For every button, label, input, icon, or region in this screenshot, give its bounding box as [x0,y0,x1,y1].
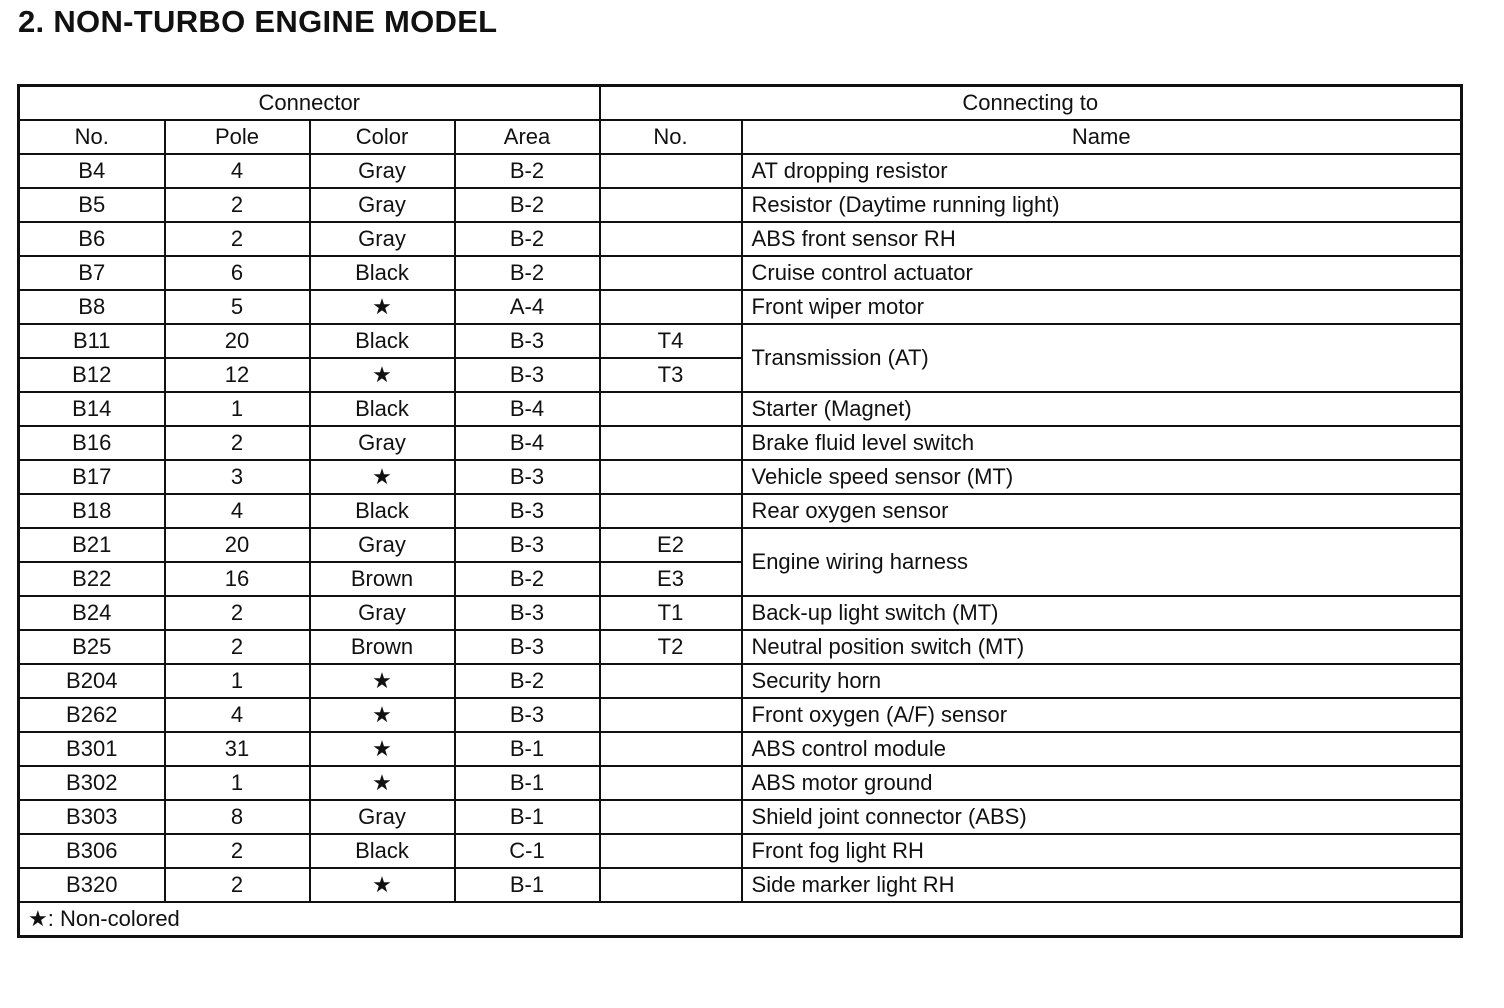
cell-to-no [600,460,742,494]
cell-to-no: T4 [600,324,742,358]
cell-area: B-2 [455,664,600,698]
connecting-to-group-header: Connecting to [600,86,1462,121]
cell-area: C-1 [455,834,600,868]
cell-color: Gray [310,426,455,460]
column-header-area: Area [455,120,600,154]
cell-to-no [600,222,742,256]
cell-pole: 6 [165,256,310,290]
cell-no: B12 [19,358,165,392]
table-row [19,834,1462,868]
cell-area: B-2 [455,562,600,596]
cell-pole: 1 [165,766,310,800]
cell-to-no: E2 [600,528,742,562]
cell-no: B14 [19,392,165,426]
cell-area: B-4 [455,392,600,426]
cell-name: ABS front sensor RH [742,222,1462,256]
cell-area: B-4 [455,426,600,460]
cell-area: B-3 [455,698,600,732]
cell-no: B16 [19,426,165,460]
cell-name: Front wiper motor [742,290,1462,324]
cell-to-no [600,392,742,426]
column-header-no: No. [19,120,165,154]
cell-color: Black [310,256,455,290]
table-row [19,460,1462,494]
cell-area: A-4 [455,290,600,324]
cell-no: B18 [19,494,165,528]
cell-to-no: T2 [600,630,742,664]
cell-no: B17 [19,460,165,494]
table-row [19,766,1462,800]
cell-color: Black [310,834,455,868]
page-title: 2. NON-TURBO ENGINE MODEL [18,4,498,39]
cell-name: Side marker light RH [742,868,1462,902]
cell-pole: 8 [165,800,310,834]
table-row [19,426,1462,460]
cell-color: ★ [310,766,455,800]
column-header-row [19,120,1462,154]
table-row [19,154,1462,188]
cell-to-no [600,800,742,834]
table-row [19,698,1462,732]
cell-name: ABS control module [742,732,1462,766]
cell-color: Brown [310,562,455,596]
cell-area: B-2 [455,188,600,222]
cell-pole: 3 [165,460,310,494]
cell-no: B204 [19,664,165,698]
cell-name: Shield joint connector (ABS) [742,800,1462,834]
cell-name: Brake fluid level switch [742,426,1462,460]
cell-name: AT dropping resistor [742,154,1462,188]
cell-name: ABS motor ground [742,766,1462,800]
column-header-color: Color [310,120,455,154]
cell-area: B-3 [455,358,600,392]
cell-pole: 2 [165,868,310,902]
group-header-row [19,86,1462,121]
column-header-to-no: No. [600,120,742,154]
cell-no: B11 [19,324,165,358]
cell-pole: 1 [165,392,310,426]
cell-no: B7 [19,256,165,290]
footnote-row [19,902,1462,937]
cell-no: B303 [19,800,165,834]
cell-pole: 20 [165,528,310,562]
cell-name: Rear oxygen sensor [742,494,1462,528]
cell-to-no [600,494,742,528]
cell-no: B21 [19,528,165,562]
table-row [19,732,1462,766]
cell-name: Transmission (AT) [742,324,1462,392]
cell-no: B25 [19,630,165,664]
cell-pole: 4 [165,698,310,732]
table-row [19,868,1462,902]
cell-to-no: T1 [600,596,742,630]
cell-name: Security horn [742,664,1462,698]
cell-name: Back-up light switch (MT) [742,596,1462,630]
cell-no: B306 [19,834,165,868]
cell-no: B22 [19,562,165,596]
cell-area: B-1 [455,800,600,834]
connector-group-header: Connector [19,86,600,121]
cell-area: B-2 [455,222,600,256]
cell-no: B302 [19,766,165,800]
cell-area: B-1 [455,766,600,800]
cell-color: Black [310,324,455,358]
cell-to-no [600,426,742,460]
cell-name: Vehicle speed sensor (MT) [742,460,1462,494]
cell-color: Black [310,494,455,528]
cell-to-no: T3 [600,358,742,392]
cell-no: B301 [19,732,165,766]
cell-name: Front fog light RH [742,834,1462,868]
table-row [19,256,1462,290]
cell-color: Gray [310,528,455,562]
cell-to-no [600,154,742,188]
cell-area: B-2 [455,256,600,290]
cell-area: B-3 [455,630,600,664]
table-row [19,222,1462,256]
cell-area: B-3 [455,596,600,630]
cell-name: Starter (Magnet) [742,392,1462,426]
cell-area: B-1 [455,868,600,902]
cell-to-no [600,732,742,766]
cell-color: ★ [310,358,455,392]
cell-name: Resistor (Daytime running light) [742,188,1462,222]
cell-no: B24 [19,596,165,630]
cell-area: B-1 [455,732,600,766]
cell-no: B5 [19,188,165,222]
cell-pole: 2 [165,630,310,664]
cell-to-no [600,664,742,698]
cell-to-no [600,834,742,868]
cell-area: B-3 [455,494,600,528]
cell-to-no [600,868,742,902]
cell-no: B320 [19,868,165,902]
cell-no: B6 [19,222,165,256]
table-row [19,188,1462,222]
cell-to-no [600,698,742,732]
column-header-name: Name [742,120,1462,154]
cell-no: B262 [19,698,165,732]
table-row [19,494,1462,528]
cell-pole: 4 [165,494,310,528]
table-row [19,528,1462,562]
cell-pole: 16 [165,562,310,596]
cell-no: B8 [19,290,165,324]
cell-pole: 20 [165,324,310,358]
cell-area: B-3 [455,324,600,358]
table-row [19,596,1462,630]
cell-color: Gray [310,222,455,256]
cell-color: Gray [310,188,455,222]
cell-pole: 2 [165,222,310,256]
cell-to-no [600,188,742,222]
column-header-pole: Pole [165,120,310,154]
table-row [19,392,1462,426]
connector-table [17,84,1463,938]
cell-to-no [600,256,742,290]
cell-color: Brown [310,630,455,664]
cell-pole: 2 [165,426,310,460]
cell-area: B-3 [455,460,600,494]
cell-pole: 31 [165,732,310,766]
cell-color: Gray [310,800,455,834]
cell-area: B-2 [455,154,600,188]
cell-to-no: E3 [600,562,742,596]
cell-pole: 12 [165,358,310,392]
cell-pole: 1 [165,664,310,698]
cell-color: Gray [310,596,455,630]
footnote: ★: Non-colored [19,902,1462,937]
cell-area: B-3 [455,528,600,562]
cell-pole: 2 [165,834,310,868]
table-row [19,800,1462,834]
cell-pole: 4 [165,154,310,188]
table-row [19,664,1462,698]
cell-color: ★ [310,460,455,494]
cell-color: Black [310,392,455,426]
cell-pole: 2 [165,596,310,630]
cell-name: Front oxygen (A/F) sensor [742,698,1462,732]
cell-color: ★ [310,732,455,766]
cell-to-no [600,766,742,800]
cell-color: Gray [310,154,455,188]
cell-color: ★ [310,664,455,698]
cell-no: B4 [19,154,165,188]
cell-color: ★ [310,290,455,324]
cell-name: Neutral position switch (MT) [742,630,1462,664]
table-row [19,290,1462,324]
cell-pole: 5 [165,290,310,324]
cell-color: ★ [310,868,455,902]
cell-color: ★ [310,698,455,732]
cell-name: Cruise control actuator [742,256,1462,290]
cell-to-no [600,290,742,324]
table-row [19,630,1462,664]
cell-name: Engine wiring harness [742,528,1462,596]
cell-pole: 2 [165,188,310,222]
table-row [19,324,1462,358]
